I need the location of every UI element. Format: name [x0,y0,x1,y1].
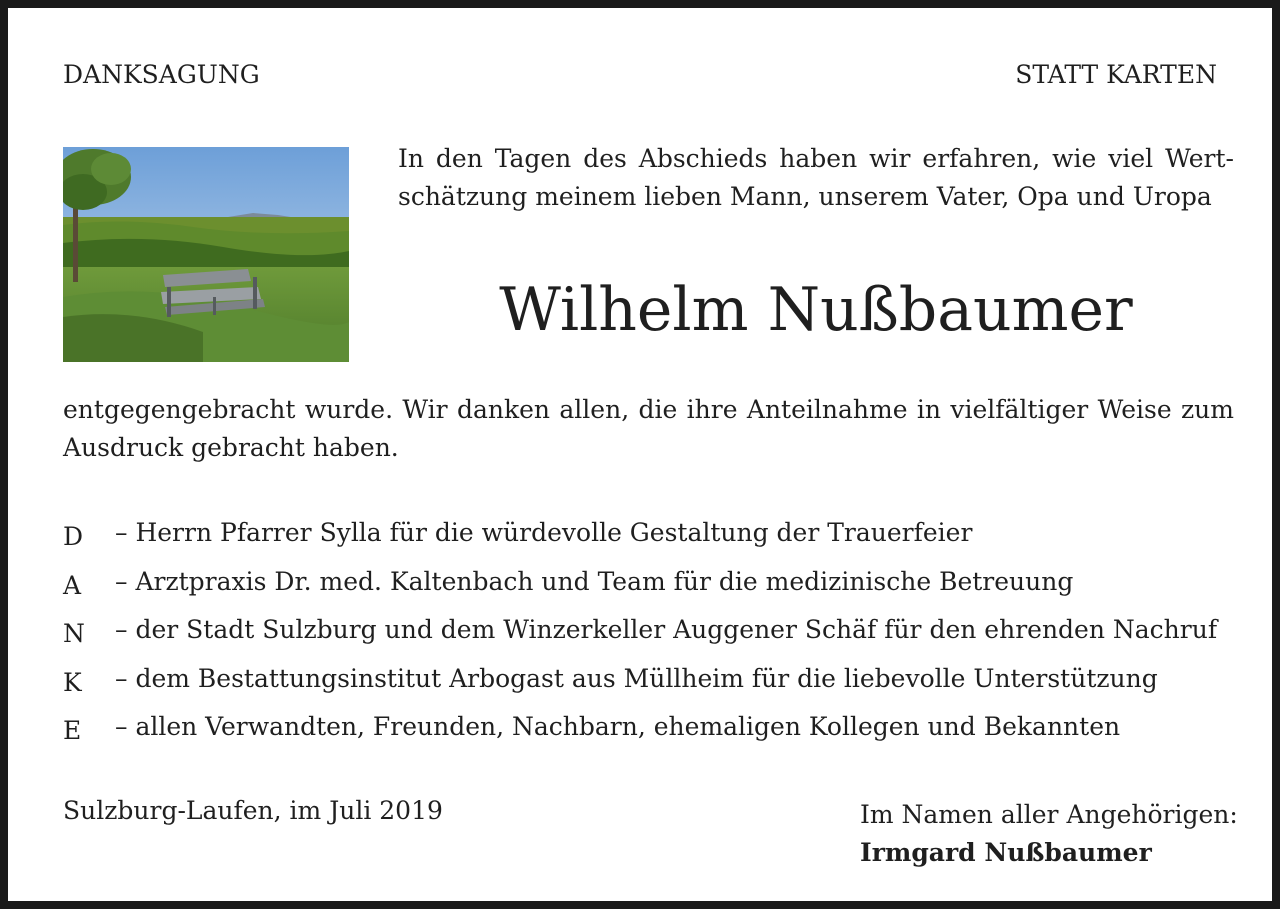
thanks-text: – Herrn Pfarrer Sylla für die würdevolle Gestaltung der Trauerfeier [115,518,973,547]
thanks-text: – der Stadt Sulzburg und dem Winzerkeller Auggener Schäf für den ehrenden Nachruf [115,615,1218,645]
thanks-item [63,712,1234,761]
intro-line-2: schätzung meinem lieben Mann, unserem Vater, Opa und Uropa [398,182,1212,211]
place-and-date: Sulzburg-Laufen, im Juli 2019 [63,796,443,825]
thanks-item [63,664,1234,713]
thanks-text: – allen Verwandten, Freunden, Nachbarn, ehemaligen Kollegen und Bekannten [115,712,1121,742]
deceased-name: Wilhelm Nußbaumer [499,275,1133,345]
signature-label: Im Namen aller Angehörigen: [860,800,1238,829]
thanks-text: – dem Bestattungsinstitut Arbogast aus Müllheim für die liebevolle Unterstützung [115,663,1158,693]
thanks-item [63,567,1234,616]
acrostic-letter: N [63,619,85,649]
acrostic-letter: E [63,716,82,746]
continuation-line-1: entgegengebracht wurde. Wir danken allen, die ihre Anteilnahme in vielfältiger Weise zum [63,395,1234,424]
signature-name: Irmgard Nußbaumer [860,838,1152,867]
thanks-list [63,518,1234,761]
acrostic-letter: A [63,570,82,600]
continuation-line-2: Ausdruck gebracht haben. [63,433,399,462]
heading-statt-karten: STATT KARTEN [1015,60,1217,89]
bench-landscape-photo [63,147,349,362]
intro-paragraph [398,140,1234,216]
thanks-item [63,615,1234,664]
acrostic-letter: D [63,522,84,551]
thanks-item [63,518,1234,567]
thanks-text: – Arztpraxis Dr. med. Kaltenbach und Team für die medizinische Betreuung [115,566,1074,596]
acrostic-letter: K [63,667,82,697]
continuation-paragraph [63,391,1234,467]
heading-danksagung: DANKSAGUNG [63,60,260,89]
intro-line-1: In den Tagen des Abschieds haben wir erfahren, wie viel Wert- [398,144,1234,173]
signature-block [860,796,1238,872]
